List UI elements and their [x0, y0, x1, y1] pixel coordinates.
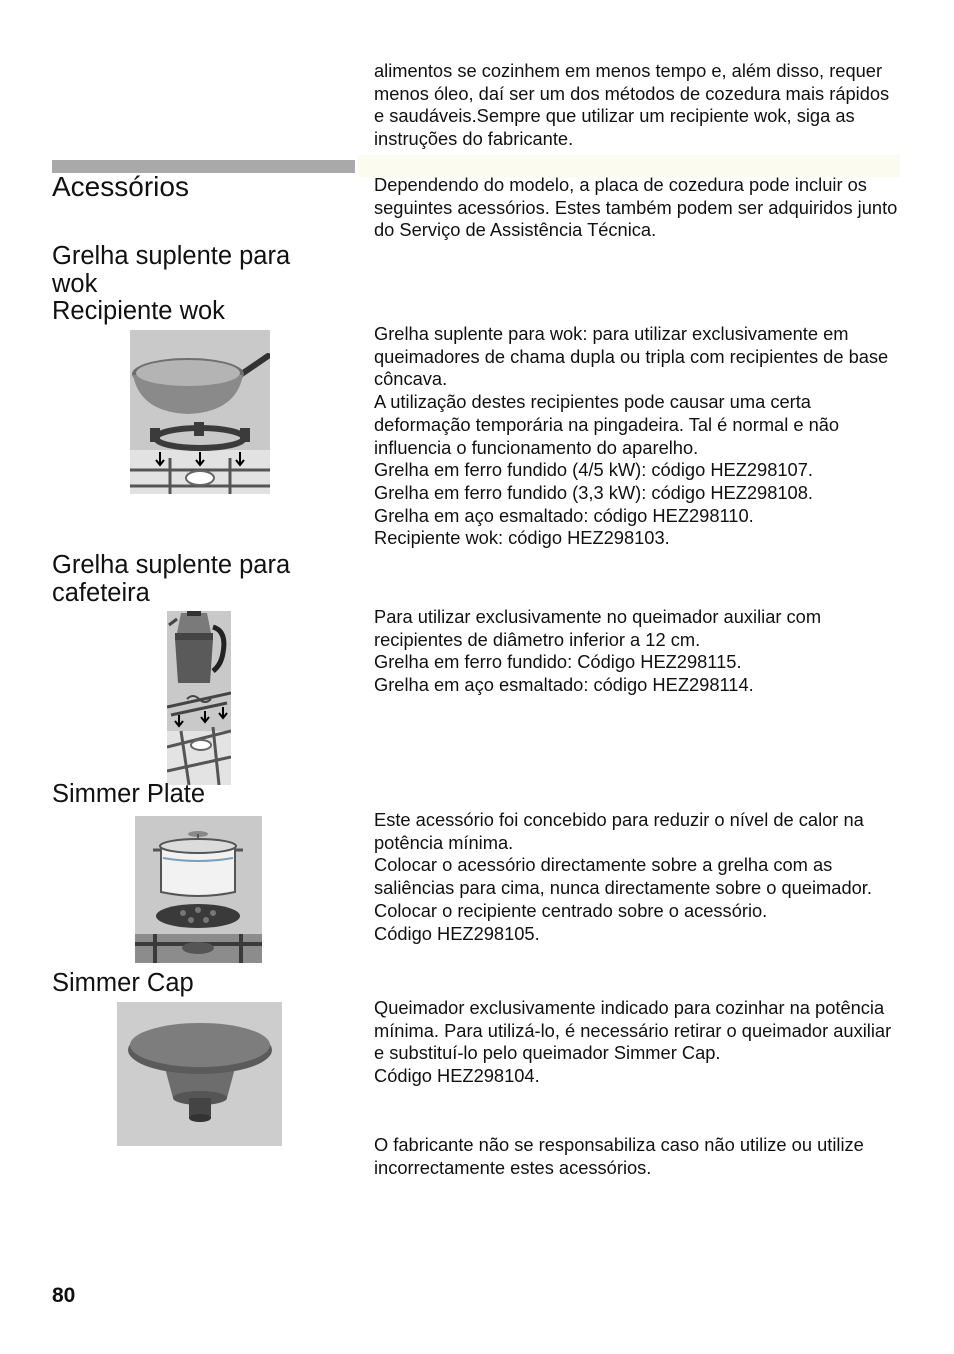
simmer-cap-image — [117, 1002, 282, 1146]
coffee-grate-image — [167, 611, 231, 785]
simmer-cap-description: Queimador exclusivamente indicado para cozinhar na potência mínima. Para utilizá-lo, é necessário retirar o queimador auxiliar e substituí-lo pelo queimador Simmer Cap. Código HEZ298104. — [374, 997, 892, 1087]
page-number: 80 — [52, 1284, 76, 1307]
wok-image — [130, 330, 270, 494]
coffee-heading: Grelha suplente para cafeteira — [52, 551, 291, 607]
disclaimer: O fabricante não se responsabiliza caso não utilize ou utilize incorrectamente estes acessórios. — [374, 1134, 864, 1178]
coffee-grate-description: Para utilizar exclusivamente no queimador auxiliar com recipientes de diâmetro inferior a 12 cm. Grelha em ferro fundido: Código HEZ298115. Grelha em aço esmaltado: código HEZ298114. — [374, 606, 822, 696]
wok-heading-line2: Recipiente wok — [52, 297, 225, 325]
wok-heading-line1: Grelha suplente para wok — [52, 242, 291, 298]
simmer-plate-heading: Simmer Plate — [52, 780, 206, 808]
wok-description: Grelha suplente para wok: para utilizar exclusivamente em queimadores de chama dupla ou tripla com recipientes de base côncava. A utilização destes recipientes pode causar uma certa deformação temporária na pingadeira. Tal é normal e não influencia o funcionamento do aparelho. Grelha em ferro fundido (4/5 kW): código HEZ298107. Grelha em ferro fundido (3,3 kW): código HEZ298108. Grelha em aço esmaltado: código HEZ298110. Recipiente wok: código HEZ298103. — [374, 323, 889, 549]
section-intro: Dependendo do modelo, a placa de cozedura pode incluir os seguintes acessórios. Estes também podem ser adquiridos junto do Serviço de Assistência Técnica. — [374, 174, 898, 241]
simmer-cap-heading: Simmer Cap — [52, 969, 194, 997]
simmer-plate-description: Este acessório foi concebido para reduzir o nível de calor na potência mínima. Colocar o acessório directamente sobre a grelha com as saliências para cima, nunca directamente sobre o queimador. Colocar o recipiente centrado sobre o acessório. Código HEZ298105. — [374, 809, 872, 944]
wok-heading — [52, 243, 342, 326]
section-title: Acessórios — [52, 171, 189, 202]
simmer-plate-image — [135, 816, 262, 963]
intro-continuation: alimentos se cozinhem em menos tempo e, além disso, requer menos óleo, daí ser um dos métodos de cozedura mais rápidos e saudáveis.Sempre que utilizar um recipiente wok, siga as instruções do fabricante. — [374, 60, 890, 150]
